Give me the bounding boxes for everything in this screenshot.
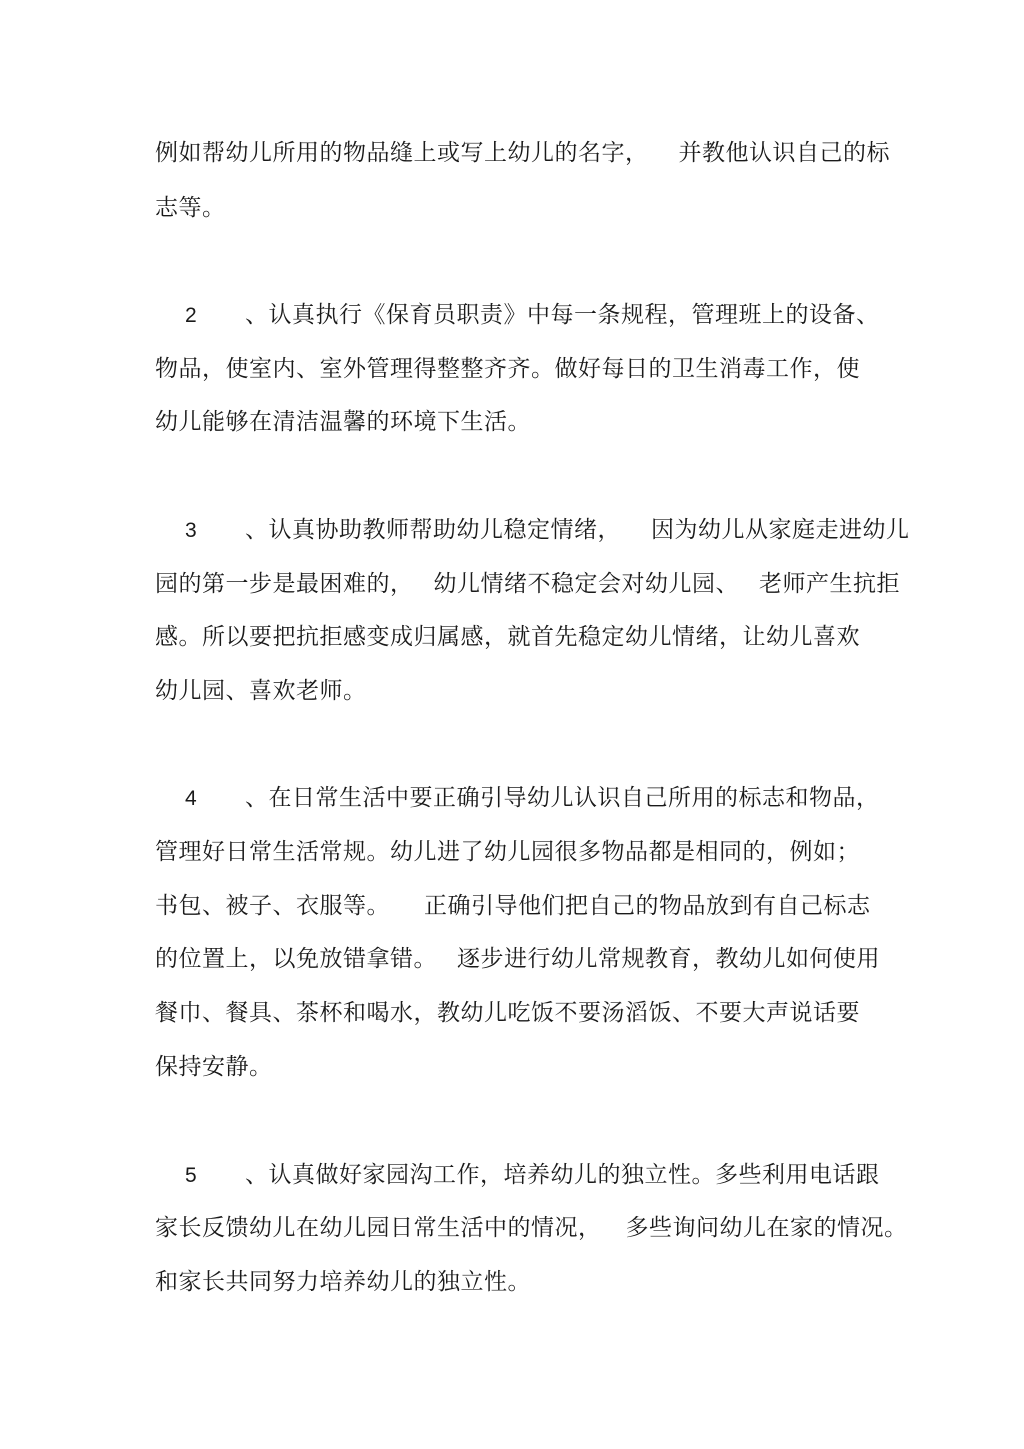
paragraph-line bbox=[155, 569, 900, 599]
list-item-first-line bbox=[155, 300, 880, 331]
text-segment: 逐步进行幼儿常规教育，教幼儿如何使用 bbox=[457, 946, 880, 972]
text-segment: 、认真执行《保育员职责》中每一条规程，管理班上的设备、 bbox=[245, 302, 880, 328]
text-segment: 的位置上，以免放错拿错。 bbox=[155, 946, 437, 972]
paragraph-line: 感。所以要把抗拒感变成归属感，就首先稳定幼儿情绪，让幼儿喜欢 bbox=[155, 624, 860, 650]
text-segment: 幼儿情绪不稳定会对幼儿园、 bbox=[433, 571, 739, 597]
text-segment: 例如帮幼儿所用的物品缝上或写上幼儿的名字， bbox=[155, 140, 649, 166]
paragraph-line: 保持安静。 bbox=[155, 1054, 273, 1080]
paragraph-line: 志等。 bbox=[155, 195, 226, 221]
paragraph-line: 和家长共同努力培养幼儿的独立性。 bbox=[155, 1269, 531, 1295]
paragraph-line bbox=[155, 138, 890, 168]
item-number: 5 bbox=[185, 1164, 198, 1187]
list-item-first-line bbox=[155, 1160, 880, 1191]
text-segment: 并教他认识自己的标 bbox=[678, 140, 890, 166]
paragraph-line bbox=[155, 1213, 908, 1243]
text-segment: 多些询问幼儿在家的情况。 bbox=[625, 1215, 908, 1241]
text-segment: 、认真协助教师帮助幼儿稳定情绪， bbox=[245, 517, 621, 543]
paragraph-line: 幼儿园、喜欢老师。 bbox=[155, 678, 367, 704]
paragraph-line bbox=[155, 891, 871, 921]
paragraph-line: 管理好日常生活常规。幼儿进了幼儿园很多物品都是相同的，例如； bbox=[155, 839, 860, 865]
text-segment: 正确引导他们把自己的物品放到有自己标志 bbox=[424, 893, 871, 919]
paragraph-line bbox=[155, 944, 880, 974]
list-item-first-line bbox=[155, 515, 910, 546]
item-number: 4 bbox=[185, 787, 198, 810]
paragraph-line: 物品，使室内、室外管理得整整齐齐。做好每日的卫生消毒工作，使 bbox=[155, 356, 860, 382]
item-number: 2 bbox=[185, 304, 198, 327]
text-segment: 、认真做好家园沟工作，培养幼儿的独立性。多些利用电话跟 bbox=[245, 1162, 880, 1188]
item-number: 3 bbox=[185, 519, 198, 542]
text-segment: 书包、被子、衣服等。 bbox=[155, 893, 390, 919]
paragraph-line: 餐巾、餐具、茶杯和喝水，教幼儿吃饭不要汤滔饭、不要大声说话要 bbox=[155, 1000, 860, 1026]
text-segment: 家长反馈幼儿在幼儿园日常生活中的情况， bbox=[155, 1215, 602, 1241]
list-item-first-line bbox=[155, 783, 880, 814]
text-segment: 园的第一步是最困难的， bbox=[155, 571, 414, 597]
text-segment: 、在日常生活中要正确引导幼儿认识自己所用的标志和物品， bbox=[245, 785, 880, 811]
text-segment: 因为幼儿从家庭走进幼儿 bbox=[651, 517, 910, 543]
paragraph-line: 幼儿能够在清洁温馨的环境下生活。 bbox=[155, 409, 531, 435]
text-segment: 老师产生抗拒 bbox=[759, 571, 900, 597]
